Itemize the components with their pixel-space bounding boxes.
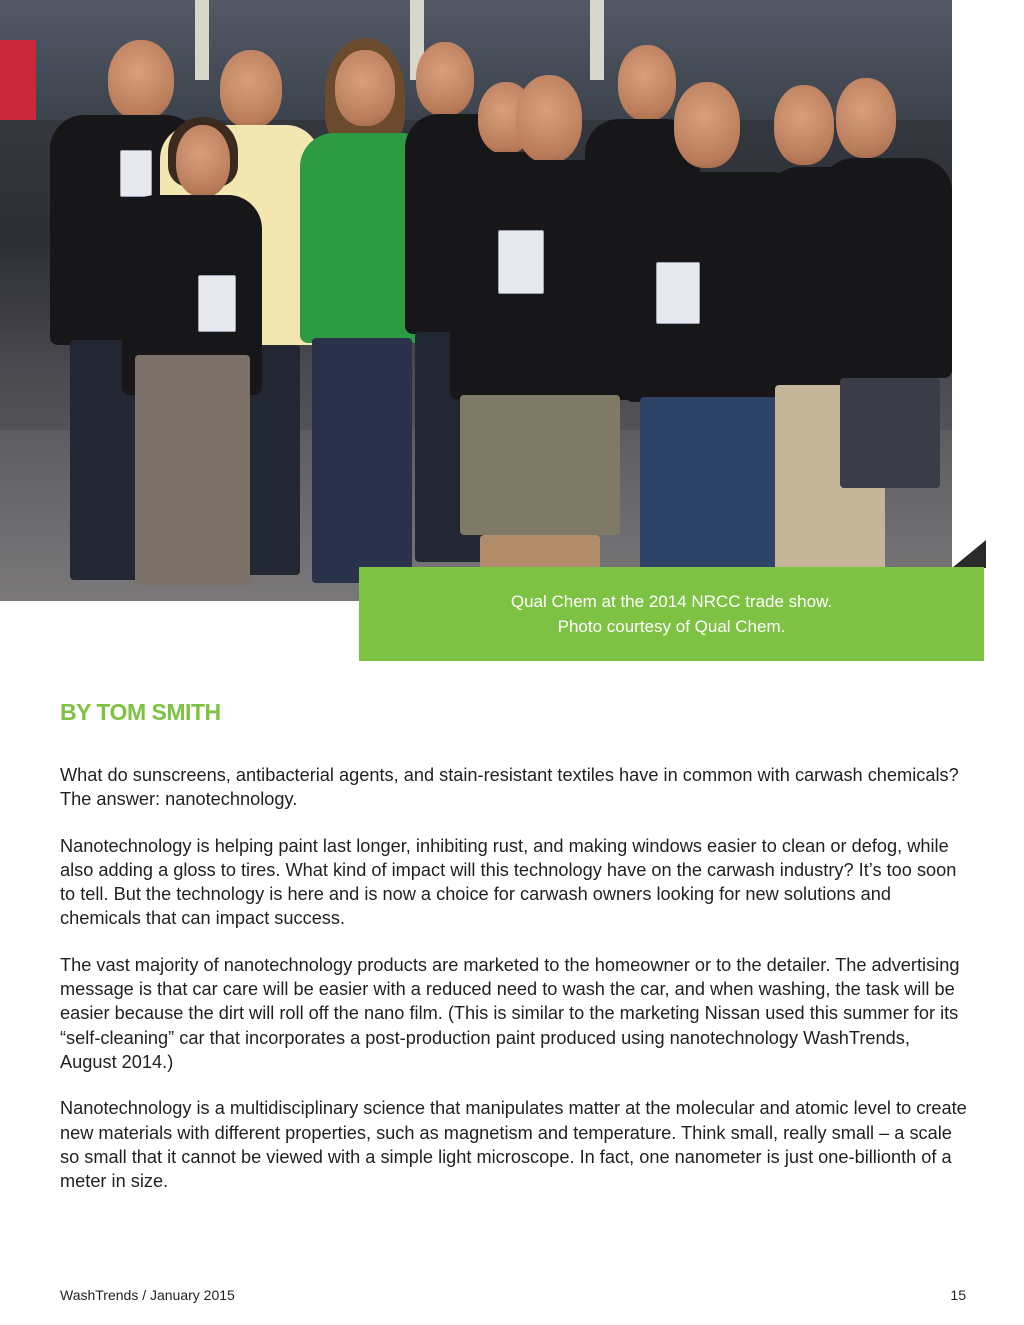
footer-publication: WashTrends / January 2015 bbox=[60, 1287, 235, 1303]
byline: BY TOM SMITH bbox=[60, 699, 221, 725]
person-11 bbox=[820, 78, 952, 498]
paragraph: Nanotechnology is helping paint last longer, inhibiting rust, and making windows easier to clean or defog, while also adding a gloss to tires. What kind of impact will this technology have on the carwash industry? It’s too soon to tell. But the technology is here and is now a choice for carwash owners looking for new solutions and chemicals that can impact success. bbox=[60, 835, 957, 929]
group-photo bbox=[0, 0, 952, 601]
photo-caption bbox=[359, 567, 984, 661]
paragraph: The vast majority of nanotechnology products are marketed to the homeowner or to the detailer. The advertising message is that car care will be easier with a reduced need to wash the car, and when washing, the task will be easier because the dirt will roll off the nano film. (This is similar to the marketing Nissan used this summer for its “self-cleaning” car that incorporates a post-production paint produced using nanotechnology WashTrends, August 2014.) bbox=[60, 954, 960, 1072]
article-body bbox=[60, 763, 970, 1215]
page-margin bbox=[952, 0, 1024, 601]
paragraph: Nanotechnology is a multidisciplinary science that manipulates matter at the molecular and atomic level to create new materials with different properties, such as magnetism and temperature. Think small, really small – a scale so small that it cannot be viewed with a simple light microscope. In fact, one nanometer is just one-billionth of a meter in size. bbox=[60, 1098, 967, 1192]
caption-line-2: Photo courtesy of Qual Chem. bbox=[557, 617, 786, 636]
caption-line-1: Qual Chem at the 2014 NRCC trade show. bbox=[510, 592, 833, 611]
person-3 bbox=[110, 115, 260, 595]
paragraph: What do sunscreens, antibacterial agents, and stain-resistant textiles have in common with carwash chemicals? The answer: nanotechnology. bbox=[60, 765, 959, 810]
photo-corner-decoration bbox=[952, 540, 986, 568]
page-number: 15 bbox=[950, 1287, 966, 1303]
